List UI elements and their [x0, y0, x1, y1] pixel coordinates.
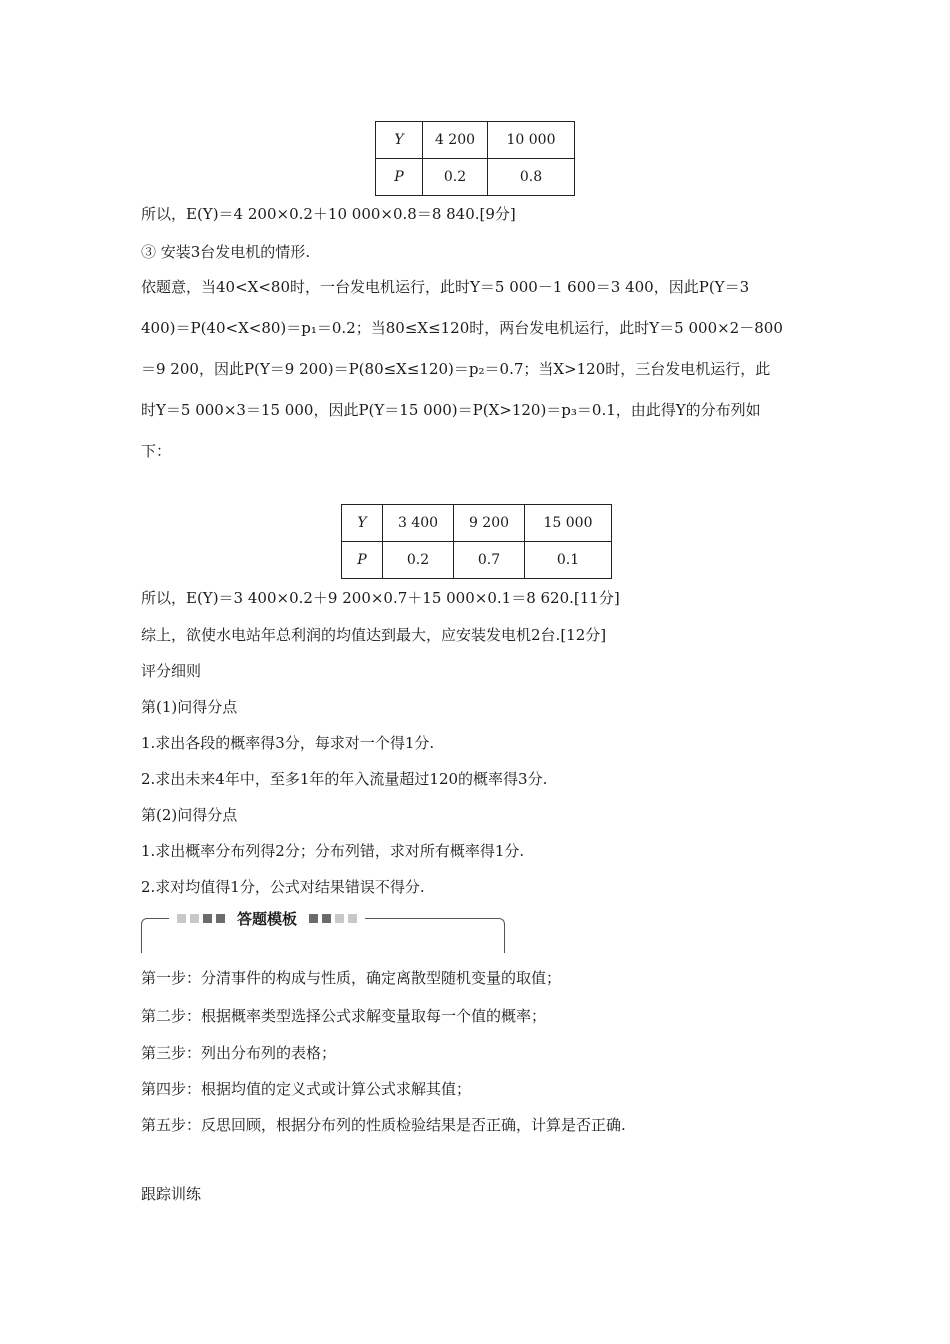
text-line: 第五步：反思回顾，根据分布列的性质检验结果是否正确，计算是否正确.: [141, 1116, 626, 1134]
text-line: 下：: [141, 442, 172, 460]
distribution-table-2: [341, 504, 612, 579]
square-icon: [216, 914, 225, 923]
table-row: [342, 542, 612, 579]
table-cell: 9 200: [454, 505, 525, 542]
text-span: 依题意，当40<X<80时，一台发电机运行，此时Y＝5 000－1 600＝3 400，因此P(Y＝3: [141, 278, 750, 296]
text-line: [141, 277, 809, 297]
table-cell: P: [376, 159, 423, 196]
text-line: 第(1)问得分点: [141, 698, 238, 716]
text-line: ＝9 200，因此P(Y＝9 200)＝P(80≤X≤120)＝p₂＝0.7；当X>120时，三台发电机运行，此: [141, 360, 771, 378]
square-icon: [190, 914, 199, 923]
table-row: [376, 159, 575, 196]
table-cell: 0.8: [488, 159, 575, 196]
table-cell: 0.7: [454, 542, 525, 579]
text-line: 时Y＝5 000×3＝15 000，因此P(Y＝15 000)＝P(X>120)＝p₃＝0.1，由此得Y的分布列如: [141, 401, 761, 419]
table-cell: 15 000: [525, 505, 612, 542]
square-icon: [177, 914, 186, 923]
text-line: 2.求对均值得1分，公式对结果错误不得分.: [141, 878, 425, 896]
table-cell: Y: [376, 122, 423, 159]
square-icon: [322, 914, 331, 923]
text-line: 第二步：根据概率类型选择公式求解变量取每一个值的概率；: [141, 1007, 547, 1025]
distribution-table-1: [375, 121, 575, 196]
table-cell: 4 200: [423, 122, 488, 159]
table-cell: 3 400: [383, 505, 454, 542]
header-label: 答题模板: [237, 910, 298, 928]
text-line: 第一步：分清事件的构成与性质，确定离散型随机变量的取值；: [141, 969, 562, 987]
text-line: 2.求出未来4年中，至多1年的年入流量超过120的概率得3分.: [141, 770, 548, 788]
table-cell: 10 000: [488, 122, 575, 159]
text-line: ③ 安装3台发电机的情形.: [141, 243, 311, 261]
square-icon: [309, 914, 318, 923]
text-line: 第三步：列出分布列的表格；: [141, 1044, 337, 1062]
table-cell: 0.2: [423, 159, 488, 196]
header-title: [169, 908, 365, 929]
text-line: 1.求出各段的概率得3分，每求对一个得1分.: [141, 734, 435, 752]
table-row: [376, 122, 575, 159]
answer-template-header: [141, 906, 505, 954]
table-cell: 0.1: [525, 542, 612, 579]
section-heading: 评分细则: [141, 662, 202, 680]
section-heading: 跟踪训练: [141, 1185, 202, 1203]
square-icon: [348, 914, 357, 923]
square-icon: [203, 914, 212, 923]
table-row: [342, 505, 612, 542]
text-line: 所以，E(Y)＝3 400×0.2＋9 200×0.7＋15 000×0.1＝8 620.[11分]: [141, 589, 620, 607]
text-line: 综上，欲使水电站年总利润的均值达到最大，应安装发电机2台.[12分]: [141, 626, 607, 644]
text-line: 1.求出概率分布列得2分；分布列错，求对所有概率得1分.: [141, 842, 525, 860]
text-line: 所以，E(Y)＝4 200×0.2＋10 000×0.8＝8 840.[9分]: [141, 205, 516, 223]
table-cell: P: [342, 542, 383, 579]
table-cell: Y: [342, 505, 383, 542]
table-cell: 0.2: [383, 542, 454, 579]
text-line: 第(2)问得分点: [141, 806, 238, 824]
square-icon: [335, 914, 344, 923]
text-line: 400)＝P(40<X<80)＝p₁＝0.2；当80≤X≤120时，两台发电机运行，此时Y＝5 000×2－800: [141, 319, 783, 337]
text-line: 第四步：根据均值的定义式或计算公式求解其值；: [141, 1080, 472, 1098]
